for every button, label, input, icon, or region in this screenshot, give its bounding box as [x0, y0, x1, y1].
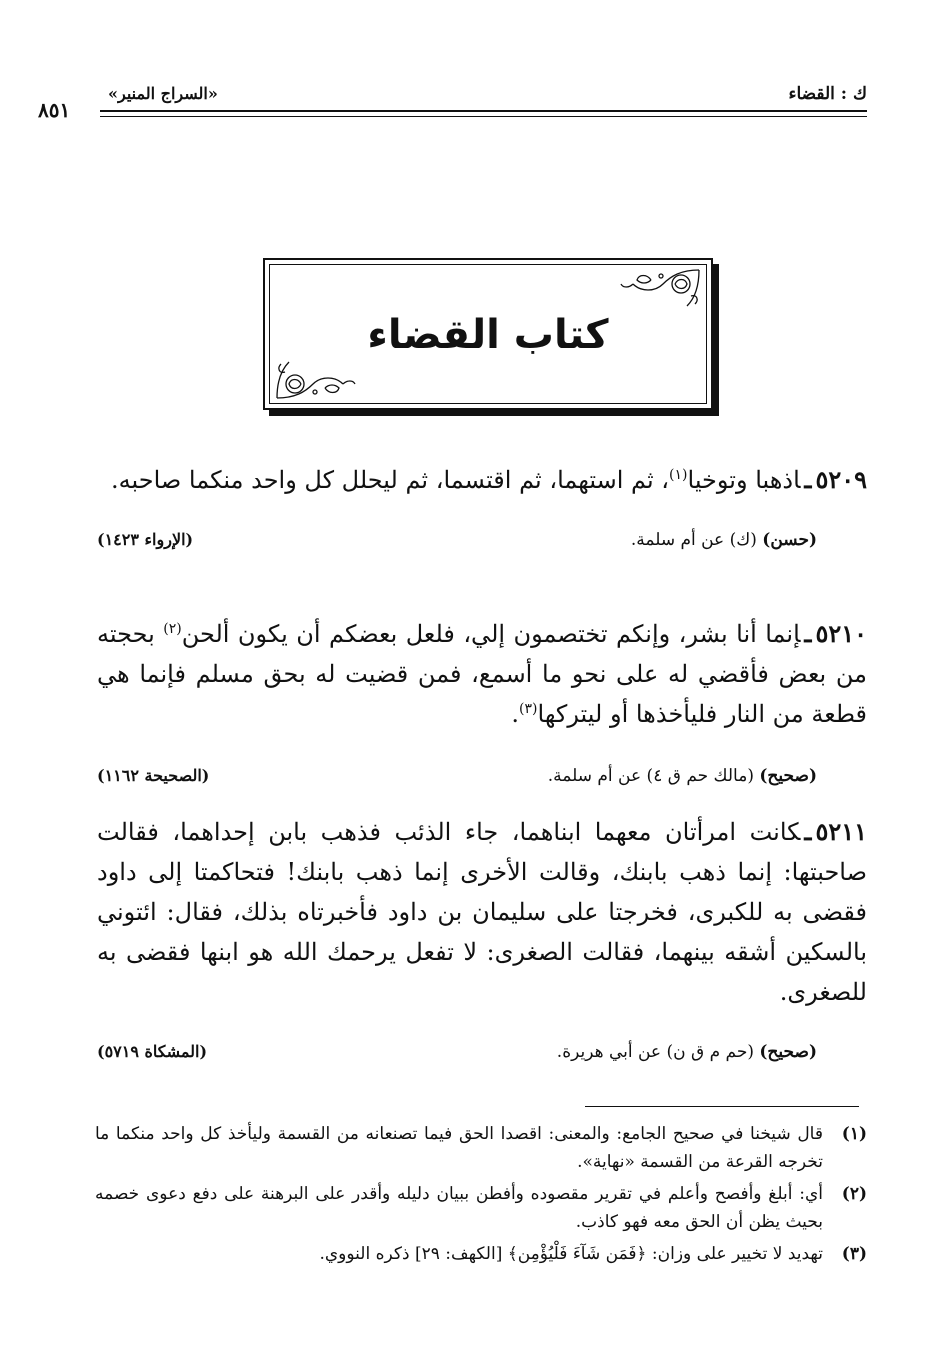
hadith-separator: ـ: [804, 619, 812, 648]
running-header: [38, 84, 867, 128]
hadith-grade-line: [631, 530, 817, 550]
hadith-attribution: (ك) عن أم سلمة.: [630, 530, 757, 550]
page-number: ٨٥١: [38, 98, 71, 122]
header-rule: [100, 110, 867, 112]
footnote-reference: (١): [669, 467, 688, 483]
hadith-body: .: [511, 700, 520, 728]
hadith-source: [97, 766, 867, 792]
footnote-number: (٢): [841, 1184, 867, 1204]
hadith-reference: (الإرواء ١٤٢٣): [97, 530, 194, 549]
hadith-text: [97, 614, 867, 734]
header-rule-thin: [100, 116, 867, 117]
chapter-name: ك : القضاء: [788, 84, 867, 104]
hadith-separator: ـ: [804, 817, 812, 846]
chapter-title: كتاب القضاء: [367, 312, 609, 358]
hadith-text: [97, 460, 867, 500]
footnote-text: قال شيخنا في صحيح الجامع: والمعنى: اقصدا الحق فيما تصنعانه من القسمة وليأخذ كل واحد منكما ما تخرجه القرعة من القسمة «نهاية».: [95, 1124, 823, 1172]
hadith-attribution: (حم م ق ن) عن أبي هريرة.: [556, 1042, 754, 1062]
hadith-body: إنما أنا بشر، وإنكم تختصمون إلي، فلعل بعضكم أن يكون ألحن: [181, 620, 801, 648]
footnote-number: (١): [841, 1124, 867, 1144]
footnote-text: تهديد لا تخيير على وزان: ﴿فَمَن شَآءَ فَلْيُؤْمِن﴾ [الكهف: ٢٩] ذكره النووي.: [319, 1244, 823, 1264]
hadith-grade-line: [557, 1042, 817, 1062]
hadith-entry: [97, 460, 867, 556]
footnote-separator: [585, 1106, 859, 1107]
footnote-number: (٣): [841, 1244, 867, 1264]
hadith-body: اذهبا وتوخيا: [687, 466, 801, 494]
footnotes: [95, 1120, 867, 1272]
hadith-grade-line: [548, 766, 817, 786]
hadith-reference: (المشكاة ٥٧١٩): [97, 1042, 208, 1061]
hadith-separator: ـ: [804, 465, 812, 494]
floral-ornament-icon: [611, 266, 703, 312]
hadith-body: ، ثم استهما، ثم اقتسما، ثم ليحلل كل واحد منكما صاحبه.: [111, 466, 670, 494]
hadith-attribution: (مالك حم ق ٤) عن أم سلمة.: [547, 766, 754, 786]
hadith-entry: [97, 812, 867, 1068]
book-title: «السراج المنير»: [108, 84, 218, 103]
hadith-number: ٥٢١١: [815, 817, 867, 846]
footnote: [95, 1120, 867, 1176]
footnote-reference: (٣): [519, 701, 538, 717]
hadith-source: [97, 530, 867, 556]
floral-ornament-icon: [273, 356, 365, 402]
hadith-body: بحجته من بعض فأقضي له على نحو ما أسمع، فمن قضيت له بحق مسلم فإنما هي قطعة من النار فليأخذها أو ليتركها: [97, 620, 867, 728]
footnote: [95, 1240, 867, 1268]
chapter-title-frame: [263, 258, 713, 410]
hadith-grade: (حسن): [762, 530, 817, 550]
hadith-text: [97, 812, 867, 1012]
hadith-grade: (صحيح): [759, 766, 817, 786]
hadith-grade: (صحيح): [759, 1042, 817, 1062]
hadith-body: كانت امرأتان معهما ابناهما، جاء الذئب فذهب بابن إحداهما، فقالت صاحبتها: إنما ذهب بابنك، وقالت الأخرى إنما ذهب بابنك! فتحاكمتا إلى داود فقضى به للكبرى، فخرجتا على سليمان بن داود فأخبرتاه بذلك، فقال: ائتوني بالسكين أشقه بينهما، فقالت الصغرى: لا تفعل يرحمك الله هو ابنها فقضى به للصغرى.: [97, 818, 867, 1006]
hadith-number: ٥٢١٠: [815, 619, 868, 648]
hadith-reference: (الصحيحة ١١٦٢): [97, 766, 210, 785]
footnote: [95, 1180, 867, 1236]
hadith-entry: [97, 614, 867, 792]
footnote-reference: (٢): [163, 621, 182, 637]
hadith-source: [97, 1042, 867, 1068]
hadith-number: ٥٢٠٩: [815, 465, 867, 494]
footnote-text: أي: أبلغ وأفصح وأعلم في تقرير مقصوده وأفطن ببيان دليله وأقدر على البرهنة على دفع دعوى خصمه بحيث يظن أن الحق معه فهو كاذب.: [95, 1184, 823, 1232]
